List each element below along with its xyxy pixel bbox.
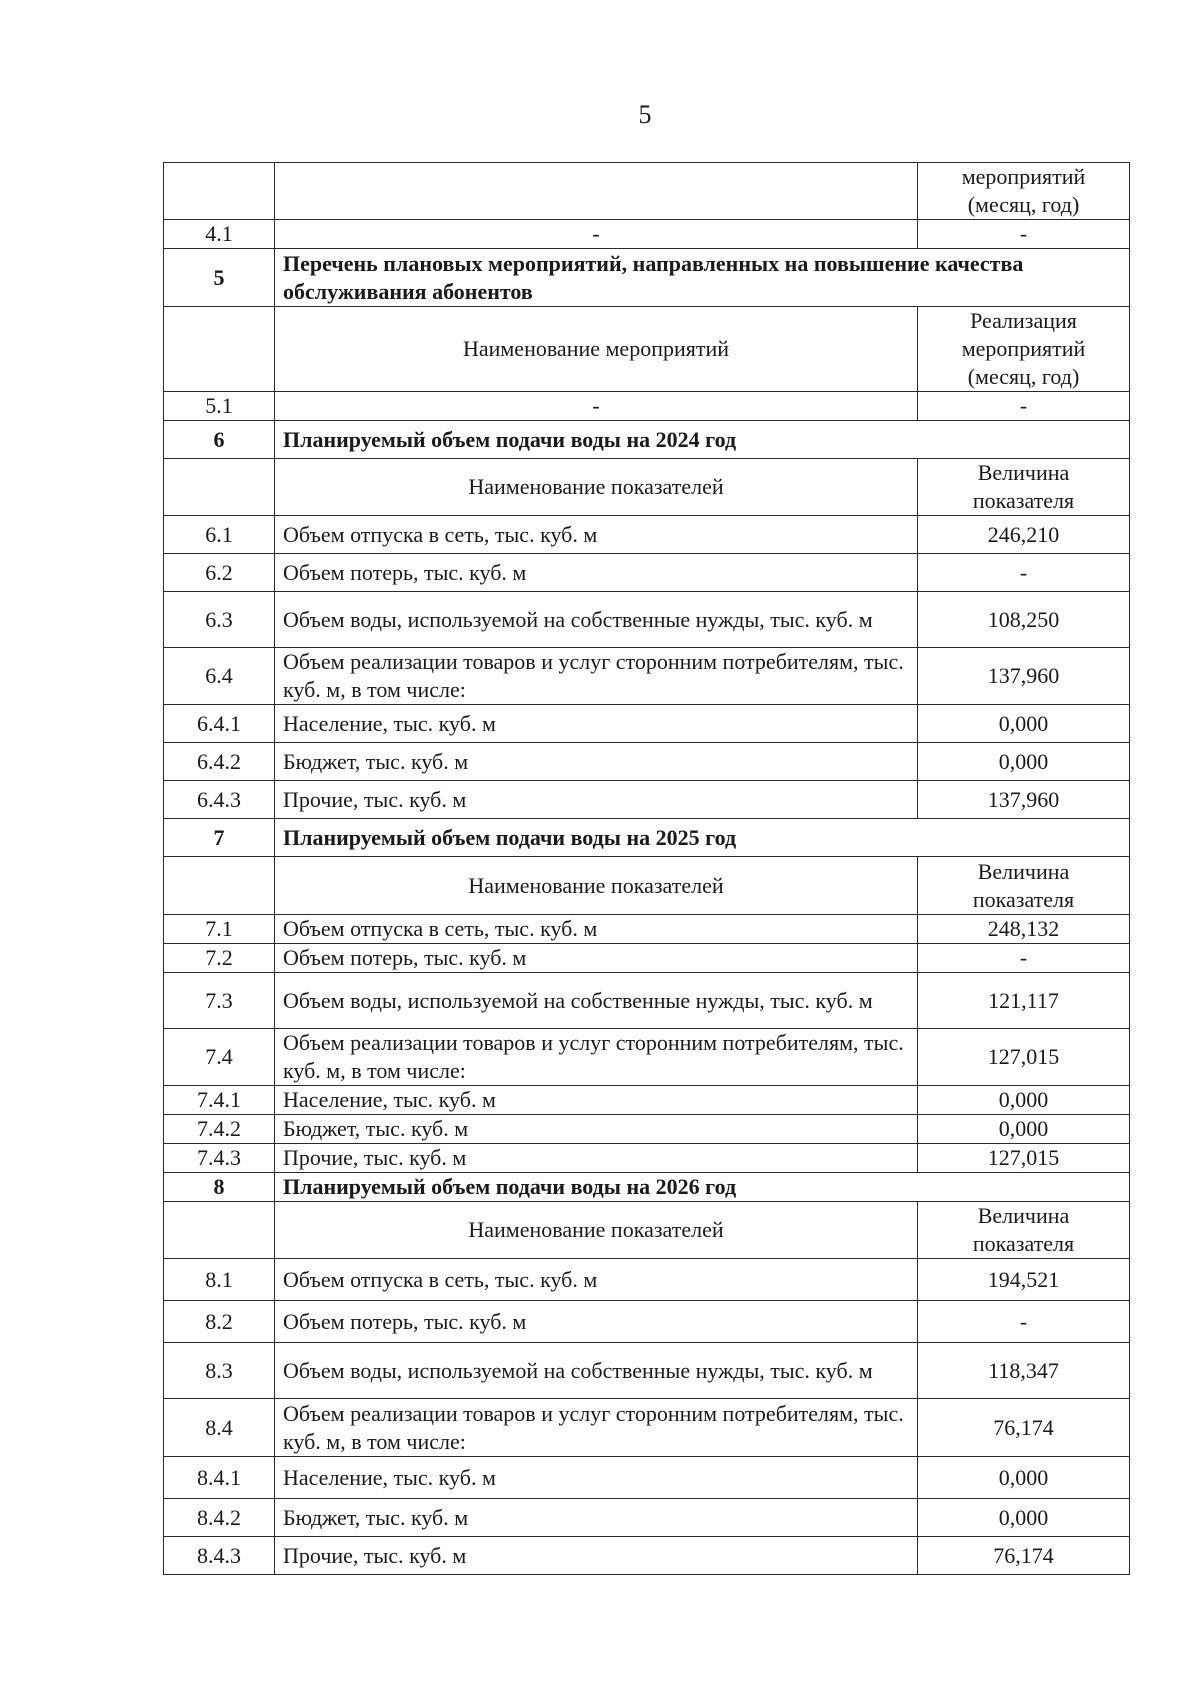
table-row (164, 1343, 1130, 1399)
row-value: - (918, 944, 1130, 973)
row-value: 0,000 (918, 1115, 1130, 1144)
column-header-value: Величина показателя (918, 1202, 1130, 1259)
table-row (164, 1457, 1130, 1499)
column-header-row (164, 857, 1130, 915)
row-number: 8.1 (164, 1259, 275, 1301)
row-number: 7.4.1 (164, 1086, 275, 1115)
row-value: 246,210 (918, 516, 1130, 554)
row-name: Бюджет, тыс. куб. м (275, 743, 918, 781)
row-value: 121,117 (918, 973, 1130, 1029)
row-name: Объем воды, используемой на собственные нужды, тыс. куб. м (275, 973, 918, 1029)
row-name: Объем воды, используемой на собственные нужды, тыс. куб. м (275, 1343, 918, 1399)
row-value: 0,000 (918, 1457, 1130, 1499)
row-number: 7.4 (164, 1029, 275, 1086)
section-header-row (164, 1173, 1130, 1202)
column-header-name: Наименование мероприятий (275, 307, 918, 392)
row-number: 6.4 (164, 648, 275, 705)
row-value: 137,960 (918, 648, 1130, 705)
table-row (164, 1301, 1130, 1343)
section-number: 8 (164, 1173, 275, 1202)
row-value: 137,960 (918, 781, 1130, 819)
row-number (164, 163, 275, 220)
table-row (164, 973, 1130, 1029)
section-title: Перечень плановых мероприятий, направленных на повышение качества обслуживания абонентов (275, 249, 1130, 307)
row-number: 4.1 (164, 220, 275, 249)
row-number: 7.4.3 (164, 1144, 275, 1173)
indicators-table (163, 162, 1130, 1575)
row-number: 6.1 (164, 516, 275, 554)
section-number: 5 (164, 249, 275, 307)
row-number: 6.4.1 (164, 705, 275, 743)
section-title: Планируемый объем подачи воды на 2024 год (275, 421, 1130, 459)
row-value: - (918, 392, 1130, 421)
section-title: Планируемый объем подачи воды на 2025 год (275, 819, 1130, 857)
row-name (275, 163, 918, 220)
row-number: 5.1 (164, 392, 275, 421)
column-header-value: Величина показателя (918, 857, 1130, 915)
column-header-name: Наименование показателей (275, 857, 918, 915)
table-row (164, 648, 1130, 705)
row-number: 6.4.3 (164, 781, 275, 819)
table-row (164, 1086, 1130, 1115)
row-value: 118,347 (918, 1343, 1130, 1399)
column-header-name: Наименование показателей (275, 459, 918, 516)
row-value: 0,000 (918, 1499, 1130, 1537)
row-name: Объем реализации товаров и услуг сторонним потребителям, тыс. куб. м, в том числе: (275, 1399, 918, 1457)
row-name: Бюджет, тыс. куб. м (275, 1499, 918, 1537)
table-row (164, 220, 1130, 249)
table-row (164, 392, 1130, 421)
row-name: Население, тыс. куб. м (275, 705, 918, 743)
row-number: 6.2 (164, 554, 275, 592)
row-name: Объем потерь, тыс. куб. м (275, 554, 918, 592)
table-row (164, 554, 1130, 592)
row-name: Прочие, тыс. куб. м (275, 781, 918, 819)
table-row (164, 1399, 1130, 1457)
row-value: 248,132 (918, 915, 1130, 944)
column-header-value: Реализация мероприятий (месяц, год) (918, 307, 1130, 392)
row-number: 8.4.2 (164, 1499, 275, 1537)
section-number: 6 (164, 421, 275, 459)
row-name: Население, тыс. куб. м (275, 1457, 918, 1499)
table-row (164, 1144, 1130, 1173)
row-name: Объем отпуска в сеть, тыс. куб. м (275, 915, 918, 944)
row-name: Объем реализации товаров и услуг сторонним потребителям, тыс. куб. м, в том числе: (275, 648, 918, 705)
row-number: 6.4.2 (164, 743, 275, 781)
row-name: Объем потерь, тыс. куб. м (275, 1301, 918, 1343)
row-value: - (918, 554, 1130, 592)
row-value: 108,250 (918, 592, 1130, 648)
row-value: 76,174 (918, 1537, 1130, 1575)
table-row (164, 1115, 1130, 1144)
page-number: 5 (638, 100, 652, 129)
table-row (164, 592, 1130, 648)
row-value: - (918, 220, 1130, 249)
row-number: 6.3 (164, 592, 275, 648)
row-number: 7.3 (164, 973, 275, 1029)
row-number: 8.4.3 (164, 1537, 275, 1575)
row-name: Прочие, тыс. куб. м (275, 1144, 918, 1173)
row-name: Бюджет, тыс. куб. м (275, 1115, 918, 1144)
table-row (164, 1499, 1130, 1537)
table-row (164, 163, 1130, 220)
table-row (164, 1259, 1130, 1301)
table-row (164, 915, 1130, 944)
row-name: Объем отпуска в сеть, тыс. куб. м (275, 1259, 918, 1301)
row-value: 0,000 (918, 705, 1130, 743)
section-title: Планируемый объем подачи воды на 2026 год (275, 1173, 1130, 1202)
row-number: 7.2 (164, 944, 275, 973)
table-row (164, 781, 1130, 819)
row-name: Прочие, тыс. куб. м (275, 1537, 918, 1575)
column-header-row (164, 307, 1130, 392)
row-value: - (918, 1301, 1130, 1343)
section-number: 7 (164, 819, 275, 857)
row-value: 127,015 (918, 1144, 1130, 1173)
row-name: Объем отпуска в сеть, тыс. куб. м (275, 516, 918, 554)
column-header-row (164, 1202, 1130, 1259)
table-row (164, 743, 1130, 781)
column-header-row (164, 459, 1130, 516)
row-value: 194,521 (918, 1259, 1130, 1301)
row-name: Население, тыс. куб. м (275, 1086, 918, 1115)
section-header-row (164, 249, 1130, 307)
row-value: 0,000 (918, 743, 1130, 781)
section-header-row (164, 421, 1130, 459)
row-name: Объем потерь, тыс. куб. м (275, 944, 918, 973)
row-name: Объем реализации товаров и услуг сторонним потребителям, тыс. куб. м, в том числе: (275, 1029, 918, 1086)
row-number: 8.4.1 (164, 1457, 275, 1499)
row-number: 7.1 (164, 915, 275, 944)
row-value: 0,000 (918, 1086, 1130, 1115)
row-number: 8.2 (164, 1301, 275, 1343)
table-row (164, 944, 1130, 973)
table-row (164, 705, 1130, 743)
row-value: 76,174 (918, 1399, 1130, 1457)
section-header-row (164, 819, 1130, 857)
table-row (164, 1029, 1130, 1086)
column-header-name: Наименование показателей (275, 1202, 918, 1259)
row-number: 8.4 (164, 1399, 275, 1457)
row-number: 7.4.2 (164, 1115, 275, 1144)
table-row (164, 516, 1130, 554)
row-name: Объем воды, используемой на собственные нужды, тыс. куб. м (275, 592, 918, 648)
column-header-value: Величина показателя (918, 459, 1130, 516)
row-value: мероприятий (месяц, год) (918, 163, 1130, 220)
table-row (164, 1537, 1130, 1575)
row-name: - (275, 392, 918, 421)
row-number: 8.3 (164, 1343, 275, 1399)
row-name: - (275, 220, 918, 249)
row-value: 127,015 (918, 1029, 1130, 1086)
